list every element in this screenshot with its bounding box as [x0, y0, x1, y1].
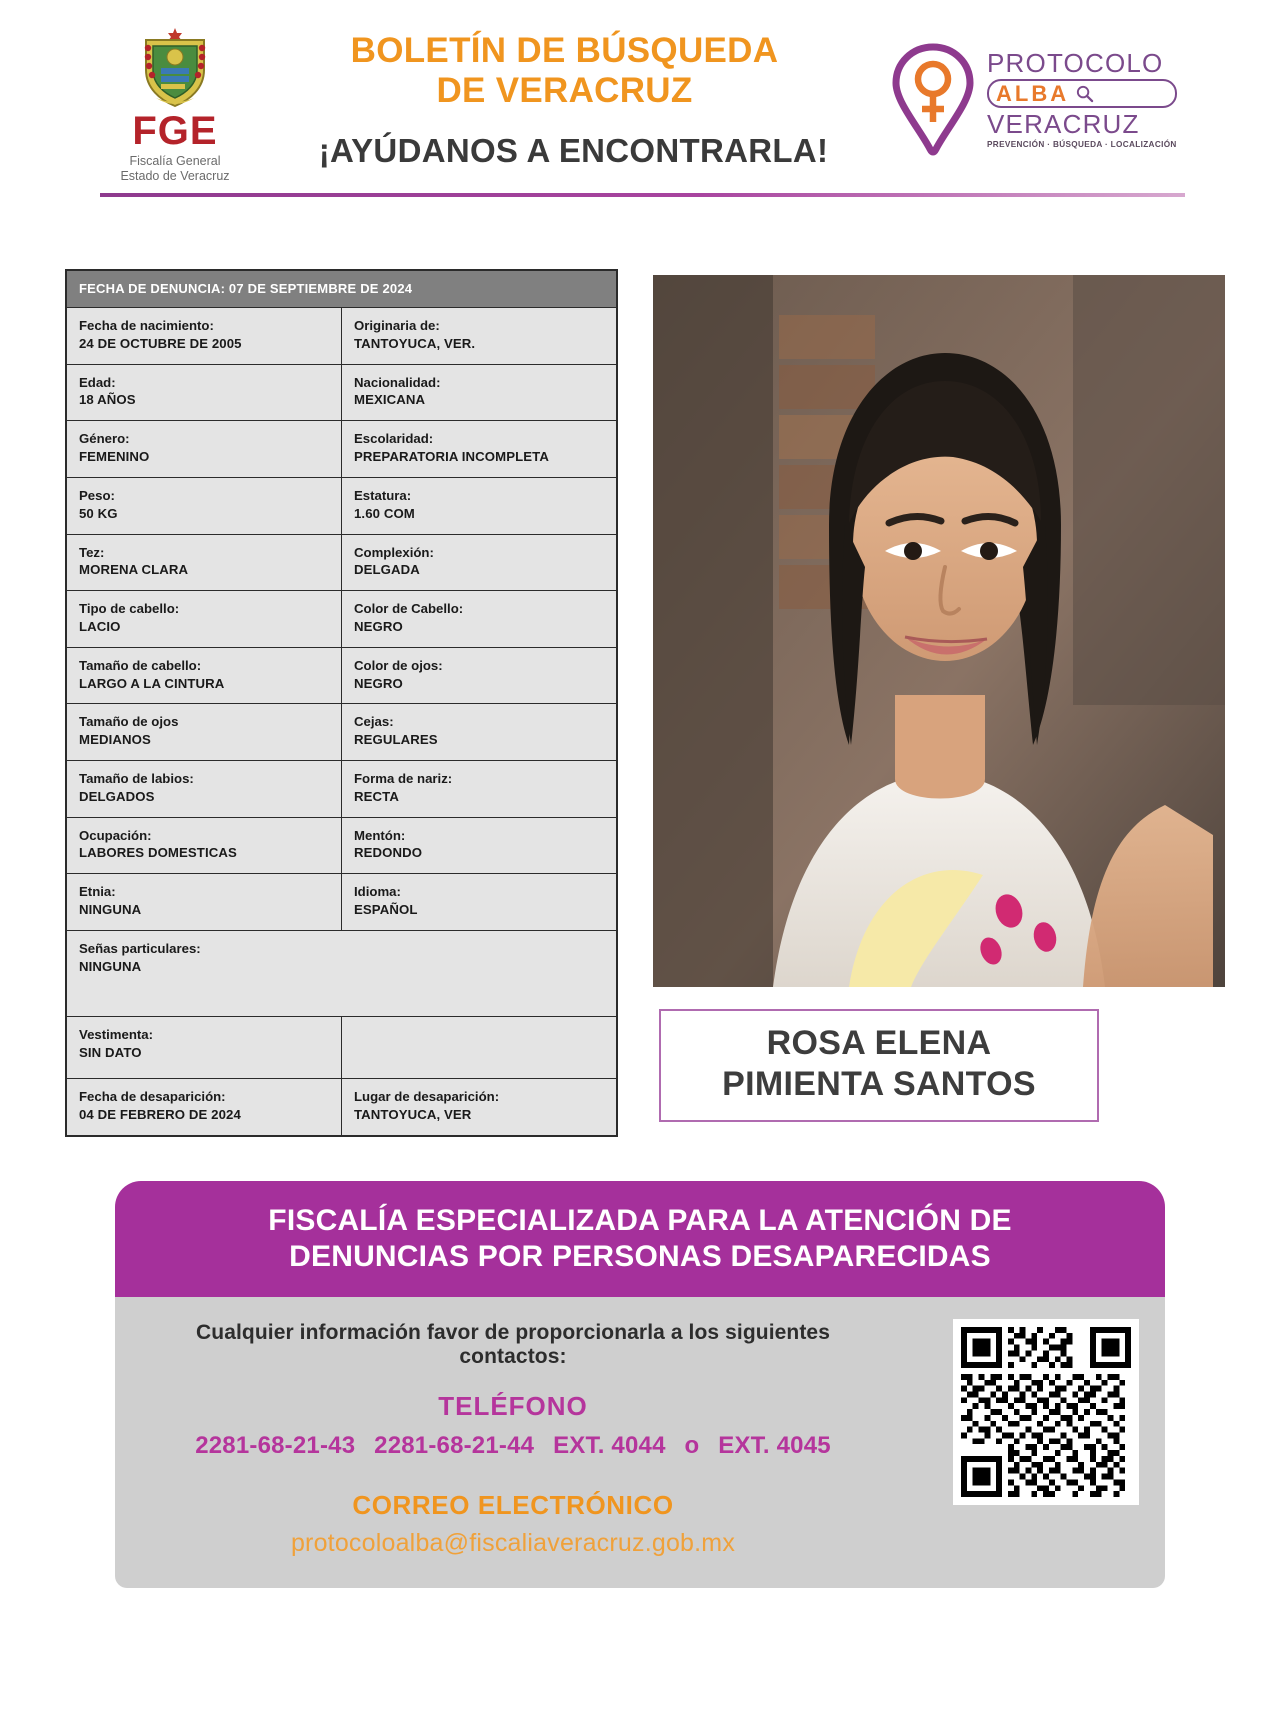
- contact-panel: [115, 1297, 1165, 1588]
- alba-wordmark: [987, 50, 1177, 149]
- table-row: [66, 364, 617, 421]
- field-label: Ocupación:: [79, 827, 152, 843]
- field-label: Fecha de nacimiento:: [79, 318, 214, 333]
- field-label: Originaria de:: [354, 318, 440, 333]
- field-value: ESPAÑOL: [354, 902, 418, 918]
- field-value: SIN DATO: [79, 1044, 142, 1060]
- field-label: Lugar de desaparición:: [354, 1088, 500, 1104]
- field-value: NEGRO: [354, 618, 403, 634]
- agency-banner: [115, 1181, 1165, 1297]
- table-row: [66, 874, 617, 931]
- field-tez: [66, 534, 342, 591]
- field-value: REDONDO: [354, 845, 423, 861]
- header-titles: [244, 31, 885, 169]
- field-menton: [342, 817, 618, 874]
- field-label: Estatura:: [354, 487, 412, 503]
- field-value: FEMENINO: [79, 449, 150, 465]
- veracruz-state-crest-icon: [136, 24, 214, 110]
- field-label: Forma de nariz:: [354, 771, 453, 786]
- field-fecha-nacimiento: [66, 308, 342, 365]
- field-value: 04 DE FEBRERO DE 2024: [79, 1106, 241, 1122]
- field-originaria-de: [342, 308, 618, 365]
- contact-lead-text: Cualquier información favor de proporcionarla a los siguientes contactos:: [196, 1320, 830, 1368]
- field-ocupacion: [66, 817, 342, 874]
- field-genero: [66, 421, 342, 478]
- field-value: MEXICANA: [354, 392, 426, 408]
- field-color-ojos: [342, 647, 618, 704]
- field-tamano-ojos: [66, 704, 342, 761]
- report-date-cell: [66, 270, 617, 308]
- table-row: [66, 591, 617, 648]
- field-etnia: [66, 874, 342, 931]
- field-label: Señas particulares:: [79, 940, 201, 956]
- person-name-line2: PIMIENTA SANTOS: [722, 1065, 1036, 1104]
- table-row: [66, 647, 617, 704]
- field-value: REGULARES: [354, 732, 438, 748]
- email-label: CORREO ELECTRÓNICO: [352, 1489, 674, 1520]
- field-idioma: [342, 874, 618, 931]
- table-row: [66, 1078, 617, 1135]
- field-fecha-desaparicion: [66, 1078, 342, 1135]
- report-date-text: FECHA DE DENUNCIA: 07 DE SEPTIEMBRE DE 2024: [79, 281, 413, 296]
- field-cejas: [342, 704, 618, 761]
- field-tipo-cabello: [66, 591, 342, 648]
- page-header: [0, 0, 1280, 185]
- field-empty: [342, 1016, 618, 1078]
- field-label: Peso:: [79, 487, 115, 503]
- table-row: [66, 704, 617, 761]
- phone-label: TELÉFONO: [438, 1390, 588, 1421]
- agency-banner-line1: FISCALÍA ESPECIALIZADA PARA LA ATENCIÓN DE: [268, 1203, 1012, 1237]
- alba-pill: [987, 79, 1177, 108]
- field-value: 1.60 COM: [354, 505, 415, 521]
- field-value: NINGUNA: [79, 902, 142, 918]
- field-peso: [66, 477, 342, 534]
- field-value: LACIO: [79, 618, 121, 634]
- table-row: [66, 477, 617, 534]
- phone-number-2[interactable]: 2281-68-21-44: [374, 1431, 535, 1459]
- table-header-row: [66, 270, 617, 308]
- field-value: DELGADA: [354, 562, 420, 578]
- field-value: NEGRO: [354, 675, 403, 691]
- table-row: [66, 534, 617, 591]
- field-value: TANTOYUCA, VER: [354, 1106, 472, 1122]
- table-row: [66, 1016, 617, 1078]
- field-label: Tez:: [79, 544, 105, 560]
- phone-numbers: [143, 1432, 883, 1460]
- field-label: Complexión:: [354, 544, 434, 560]
- person-photo-image: [653, 275, 1225, 987]
- field-value: 24 DE OCTUBRE DE 2005: [79, 335, 242, 351]
- field-forma-nariz: [342, 761, 618, 818]
- field-value: LARGO A LA CINTURA: [79, 675, 225, 691]
- fge-subtitle-line2: Estado de Veracruz: [120, 168, 230, 183]
- fge-subtitle: [120, 154, 229, 184]
- field-value: 50 KG: [79, 505, 118, 521]
- protocolo-alba-logo: [885, 40, 1185, 160]
- main-content: [0, 197, 1280, 1137]
- field-label: Tamaño de ojos: [79, 714, 179, 730]
- alba-protocolo-text: PROTOCOLO: [987, 48, 1164, 78]
- details-column: [0, 269, 625, 1137]
- field-label: Idioma:: [354, 884, 401, 900]
- field-label: Fecha de desaparición:: [79, 1088, 226, 1104]
- field-edad: [66, 364, 342, 421]
- table-row: [66, 761, 617, 818]
- field-value: TANTOYUCA, VER.: [354, 335, 476, 351]
- location-pin-female-icon: [885, 40, 981, 160]
- phone-ext-separator: o: [684, 1431, 700, 1459]
- fge-wordmark: FGE: [132, 108, 218, 153]
- field-value: MEDIANOS: [79, 732, 151, 748]
- field-vestimenta: [66, 1016, 342, 1078]
- field-label: Color de ojos:: [354, 657, 443, 673]
- fge-subtitle-line1: Fiscalía General: [129, 153, 221, 168]
- bulletin-title-line2: DE VERACRUZ: [436, 70, 693, 110]
- field-label: Cejas:: [354, 714, 394, 730]
- table-row: [66, 930, 617, 1016]
- field-label: Tamaño de cabello:: [79, 657, 202, 673]
- alba-tagline: PREVENCIÓN · BÚSQUEDA · LOCALIZACIÓN: [987, 140, 1177, 149]
- field-color-cabello: [342, 591, 618, 648]
- field-senas-particulares: [66, 930, 617, 1016]
- field-value: MORENA CLARA: [79, 562, 189, 578]
- field-estatura: [342, 477, 618, 534]
- agency-banner-line2: DENUNCIAS POR PERSONAS DESAPARECIDAS: [289, 1239, 991, 1273]
- contact-text-block: [143, 1321, 883, 1558]
- field-value: LABORES DOMESTICAS: [79, 845, 237, 861]
- field-lugar-desaparicion: [342, 1078, 618, 1135]
- field-nacionalidad: [342, 364, 618, 421]
- fge-logo: [100, 24, 250, 184]
- person-photo: [653, 275, 1225, 987]
- bulletin-title-line1: BOLETÍN DE BÚSQUEDA: [350, 31, 779, 71]
- table-row: [66, 817, 617, 874]
- alba-text: ALBA: [996, 80, 1070, 106]
- field-label: Nacionalidad:: [354, 374, 441, 390]
- person-name-plate: [659, 1009, 1099, 1122]
- field-label: Escolaridad:: [354, 431, 434, 447]
- field-label: Tipo de cabello:: [79, 601, 180, 617]
- person-name-line1: ROSA ELENA: [766, 1024, 992, 1062]
- phone-ext-2: EXT. 4045: [718, 1431, 831, 1459]
- bulletin-subtitle: ¡AYÚDANOS A ENCONTRARLA!: [318, 131, 829, 169]
- field-tamano-cabello: [66, 647, 342, 704]
- field-label: Mentón:: [354, 827, 406, 843]
- phone-number-1[interactable]: 2281-68-21-43: [195, 1431, 356, 1459]
- field-value: NINGUNA: [79, 958, 142, 974]
- qr-code-icon: [961, 1327, 1131, 1497]
- field-value: DELGADOS: [79, 788, 155, 804]
- phone-ext-1: EXT. 4044: [553, 1431, 666, 1459]
- field-label: Color de Cabello:: [354, 601, 464, 617]
- field-label: Vestimenta:: [79, 1026, 154, 1042]
- field-tamano-labios: [66, 761, 342, 818]
- email-address[interactable]: protocoloalba@fiscaliaveracruz.gob.mx: [290, 1528, 736, 1557]
- qr-code[interactable]: [953, 1319, 1139, 1505]
- search-icon: [1075, 84, 1094, 103]
- alba-veracruz-text: VERACRUZ: [987, 109, 1140, 139]
- photo-column: [625, 269, 1280, 1122]
- field-escolaridad: [342, 421, 618, 478]
- field-label: Tamaño de labios:: [79, 771, 194, 786]
- field-value: 18 AÑOS: [79, 392, 136, 408]
- field-label: Género:: [79, 431, 130, 447]
- table-row: [66, 421, 617, 478]
- field-value: RECTA: [354, 788, 399, 804]
- field-value: PREPARATORIA INCOMPLETA: [354, 449, 549, 465]
- bulletin-title: [244, 31, 885, 109]
- table-row: [66, 308, 617, 365]
- field-complexion: [342, 534, 618, 591]
- person-details-table: [65, 269, 618, 1137]
- field-label: Edad:: [79, 374, 116, 390]
- field-label: Etnia:: [79, 884, 116, 900]
